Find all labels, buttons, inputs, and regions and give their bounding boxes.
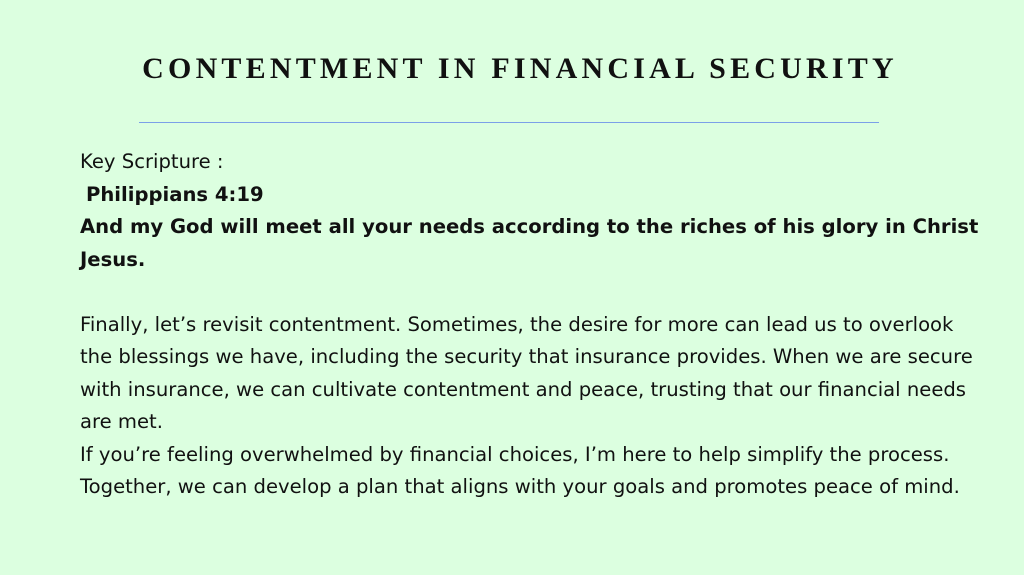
content-body [80, 146, 980, 504]
title-divider [139, 122, 879, 123]
title-container [80, 52, 960, 86]
scripture-label: Key Scripture : [80, 150, 224, 173]
page-title: CONTENTMENT IN FINANCIAL SECURITY [142, 52, 898, 85]
paragraph-spacer [80, 276, 980, 309]
paragraph-contentment: Finally, let’s revisit contentment. Sometimes, the desire for more can lead us to overlook the blessings we have, including the security that insurance provides. When we are secure with insurance, we can cultivate contentment and peace, trusting that our financial needs are met. [80, 312, 973, 433]
paragraph-plan: Together, we can develop a plan that aligns with your goals and promotes peace of mind. [80, 475, 960, 498]
scripture-reference: Philippians 4:19 [86, 182, 264, 206]
scripture-text: And my God will meet all your needs according to the riches of his glory in Christ Jesus. [80, 215, 979, 271]
paragraph-help: If you’re feeling overwhelmed by financial choices, I’m here to help simplify the process. [80, 442, 950, 466]
